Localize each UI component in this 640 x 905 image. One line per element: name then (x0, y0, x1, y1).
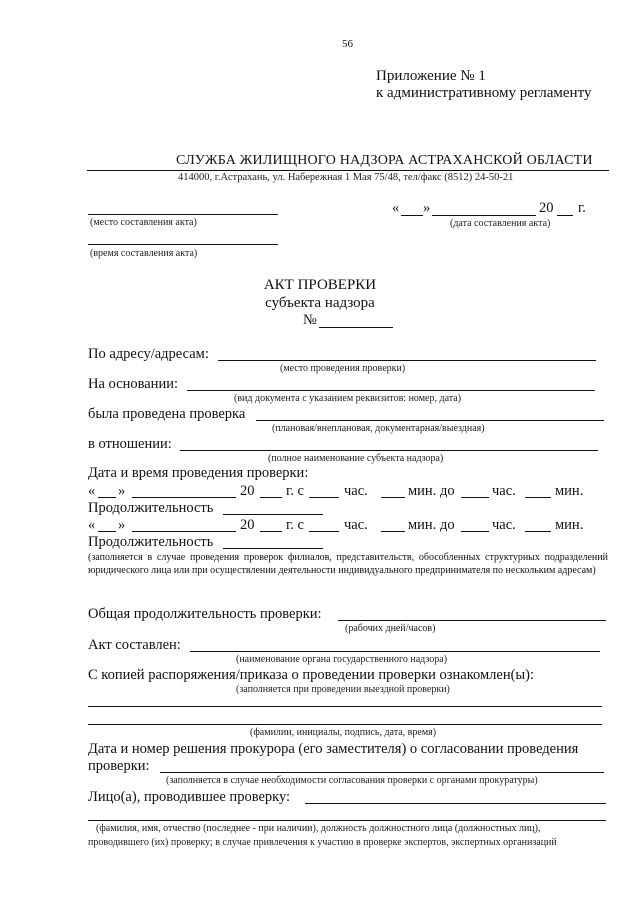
order-copy-caption: (заполняется при проведении выездной проверки) (236, 684, 450, 695)
basis-line (187, 390, 595, 391)
row2-hour: час. (344, 517, 368, 533)
date-year-suffix: г. (578, 200, 586, 216)
row2-min2-line (525, 531, 551, 532)
inspector-caption-1: (фамилия, имя, отчество (последнее - при наличии), должность должностного лица (должностных лиц), (96, 823, 541, 834)
row1-from: г. с (286, 483, 304, 499)
appendix-line-1: Приложение № 1 (376, 68, 486, 84)
header-rule (87, 170, 609, 171)
order-copy-line-2 (88, 724, 602, 725)
time-caption: (время составления акта) (90, 248, 198, 259)
row1-min-to: мин. до (408, 483, 455, 499)
duration-note: (заполняется в случае проведения проверок филиалов, представительств, обособленных структурных подразделений юридического лица или при осуществлении деятельности индивидуального предпринимателя по нескольким адресам) (88, 552, 608, 576)
row2-min: мин. (555, 517, 584, 533)
row2-hour-line (309, 531, 339, 532)
date-year-prefix: 20 (539, 200, 554, 216)
place-caption: (место составления акта) (90, 217, 197, 228)
duration-label-1: Продолжительность (88, 500, 214, 516)
date-month-line (432, 215, 536, 216)
row1-year-line (260, 497, 282, 498)
address-line (218, 360, 596, 361)
total-duration-caption: (рабочих дней/часов) (345, 623, 436, 634)
order-copy-label: С копией распоряжения/приказа о проведении проверки ознакомлен(ы): (88, 667, 535, 683)
datetime-label: Дата и время проведения проверки: (88, 465, 309, 481)
row1-month-line (132, 497, 236, 498)
signature-caption: (фамилии, инициалы, подпись, дата, время) (250, 727, 437, 738)
date-quote-open: « (392, 200, 400, 216)
row1-year: 20 (240, 483, 255, 499)
row1-hour2: час. (492, 483, 516, 499)
basis-caption: (вид документа с указанием реквизитов: номер, дата) (234, 393, 462, 404)
regarding-label: в отношении: (88, 436, 172, 452)
row1-hour: час. (344, 483, 368, 499)
address-caption: (место проведения проверки) (280, 363, 406, 374)
prosecutor-line-1: Дата и номер решения прокурора (его заместителя) о согласовании проведения (88, 741, 579, 757)
act-title: АКТ ПРОВЕРКИ (263, 277, 377, 293)
row1-quote-open: « (88, 483, 96, 499)
prosecutor-line (160, 772, 604, 773)
regarding-caption: (полное наименование субъекта надзора) (268, 453, 444, 464)
order-copy-line-1 (88, 706, 602, 707)
duration-line-2 (223, 548, 323, 549)
date-day-line (401, 215, 423, 216)
address-label: По адресу/адресам: (88, 346, 209, 362)
service-name: СЛУЖБА ЖИЛИЩНОГО НАДЗОРА АСТРАХАНСКОЙ ОБЛАСТИ (176, 153, 593, 168)
act-subtitle: субъекта надзора (265, 295, 375, 311)
row1-quote-close: » (118, 483, 126, 499)
total-duration-line (338, 620, 606, 621)
inspection-caption: (плановая/внеплановая, документарная/выездная) (272, 423, 485, 434)
date-year-line (557, 215, 573, 216)
row2-day-line (98, 531, 116, 532)
inspection-label: была проведена проверка (88, 406, 246, 422)
row2-year: 20 (240, 517, 255, 533)
inspector-label: Лицо(а), проводившее проверку: (88, 789, 291, 805)
row1-min: мин. (555, 483, 584, 499)
act-number-label: № (303, 312, 317, 328)
compiled-label: Акт составлен: (88, 637, 181, 653)
time-line (88, 244, 278, 245)
row1-min-line (381, 497, 405, 498)
row2-hour2-line (461, 531, 489, 532)
duration-label-2: Продолжительность (88, 534, 214, 550)
row2-year-line (260, 531, 282, 532)
place-line (88, 214, 278, 215)
row1-day-line (98, 497, 116, 498)
act-number-line (319, 327, 393, 328)
regarding-line (180, 450, 598, 451)
row2-month-line (132, 531, 236, 532)
compiled-caption: (наименование органа государственного надзора) (236, 654, 448, 665)
basis-label: На основании: (88, 376, 178, 392)
row1-hour-line (309, 497, 339, 498)
row2-quote-close: » (118, 517, 126, 533)
row1-hour2-line (461, 497, 489, 498)
appendix-line-2: к административному регламенту (376, 85, 592, 101)
date-quote-close: » (423, 200, 431, 216)
inspection-line (256, 420, 604, 421)
total-duration-label: Общая продолжительность проверки: (88, 606, 322, 622)
row2-min-to: мин. до (408, 517, 455, 533)
inspector-line (305, 803, 606, 804)
inspector-line-2 (88, 820, 606, 821)
page-number: 56 (342, 38, 353, 50)
prosecutor-caption: (заполняется в случае необходимости согласования проверки с органами прокуратуры) (166, 775, 538, 786)
row2-min-line (381, 531, 405, 532)
date-caption: (дата составления акта) (450, 218, 551, 229)
row2-hour2: час. (492, 517, 516, 533)
duration-line-1 (223, 514, 323, 515)
compiled-line (190, 651, 600, 652)
inspector-caption-2: проводившего (их) проверку; в случае привлечения к участию в проверке экспертов, экспертных организаций (88, 837, 557, 848)
row2-quote-open: « (88, 517, 96, 533)
row1-min2-line (525, 497, 551, 498)
row2-from: г. с (286, 517, 304, 533)
prosecutor-line-2: проверки: (88, 758, 150, 774)
service-address: 414000, г.Астрахань, ул. Набережная 1 Мая 75/48, тел/факс (8512) 24-50-21 (178, 172, 514, 183)
